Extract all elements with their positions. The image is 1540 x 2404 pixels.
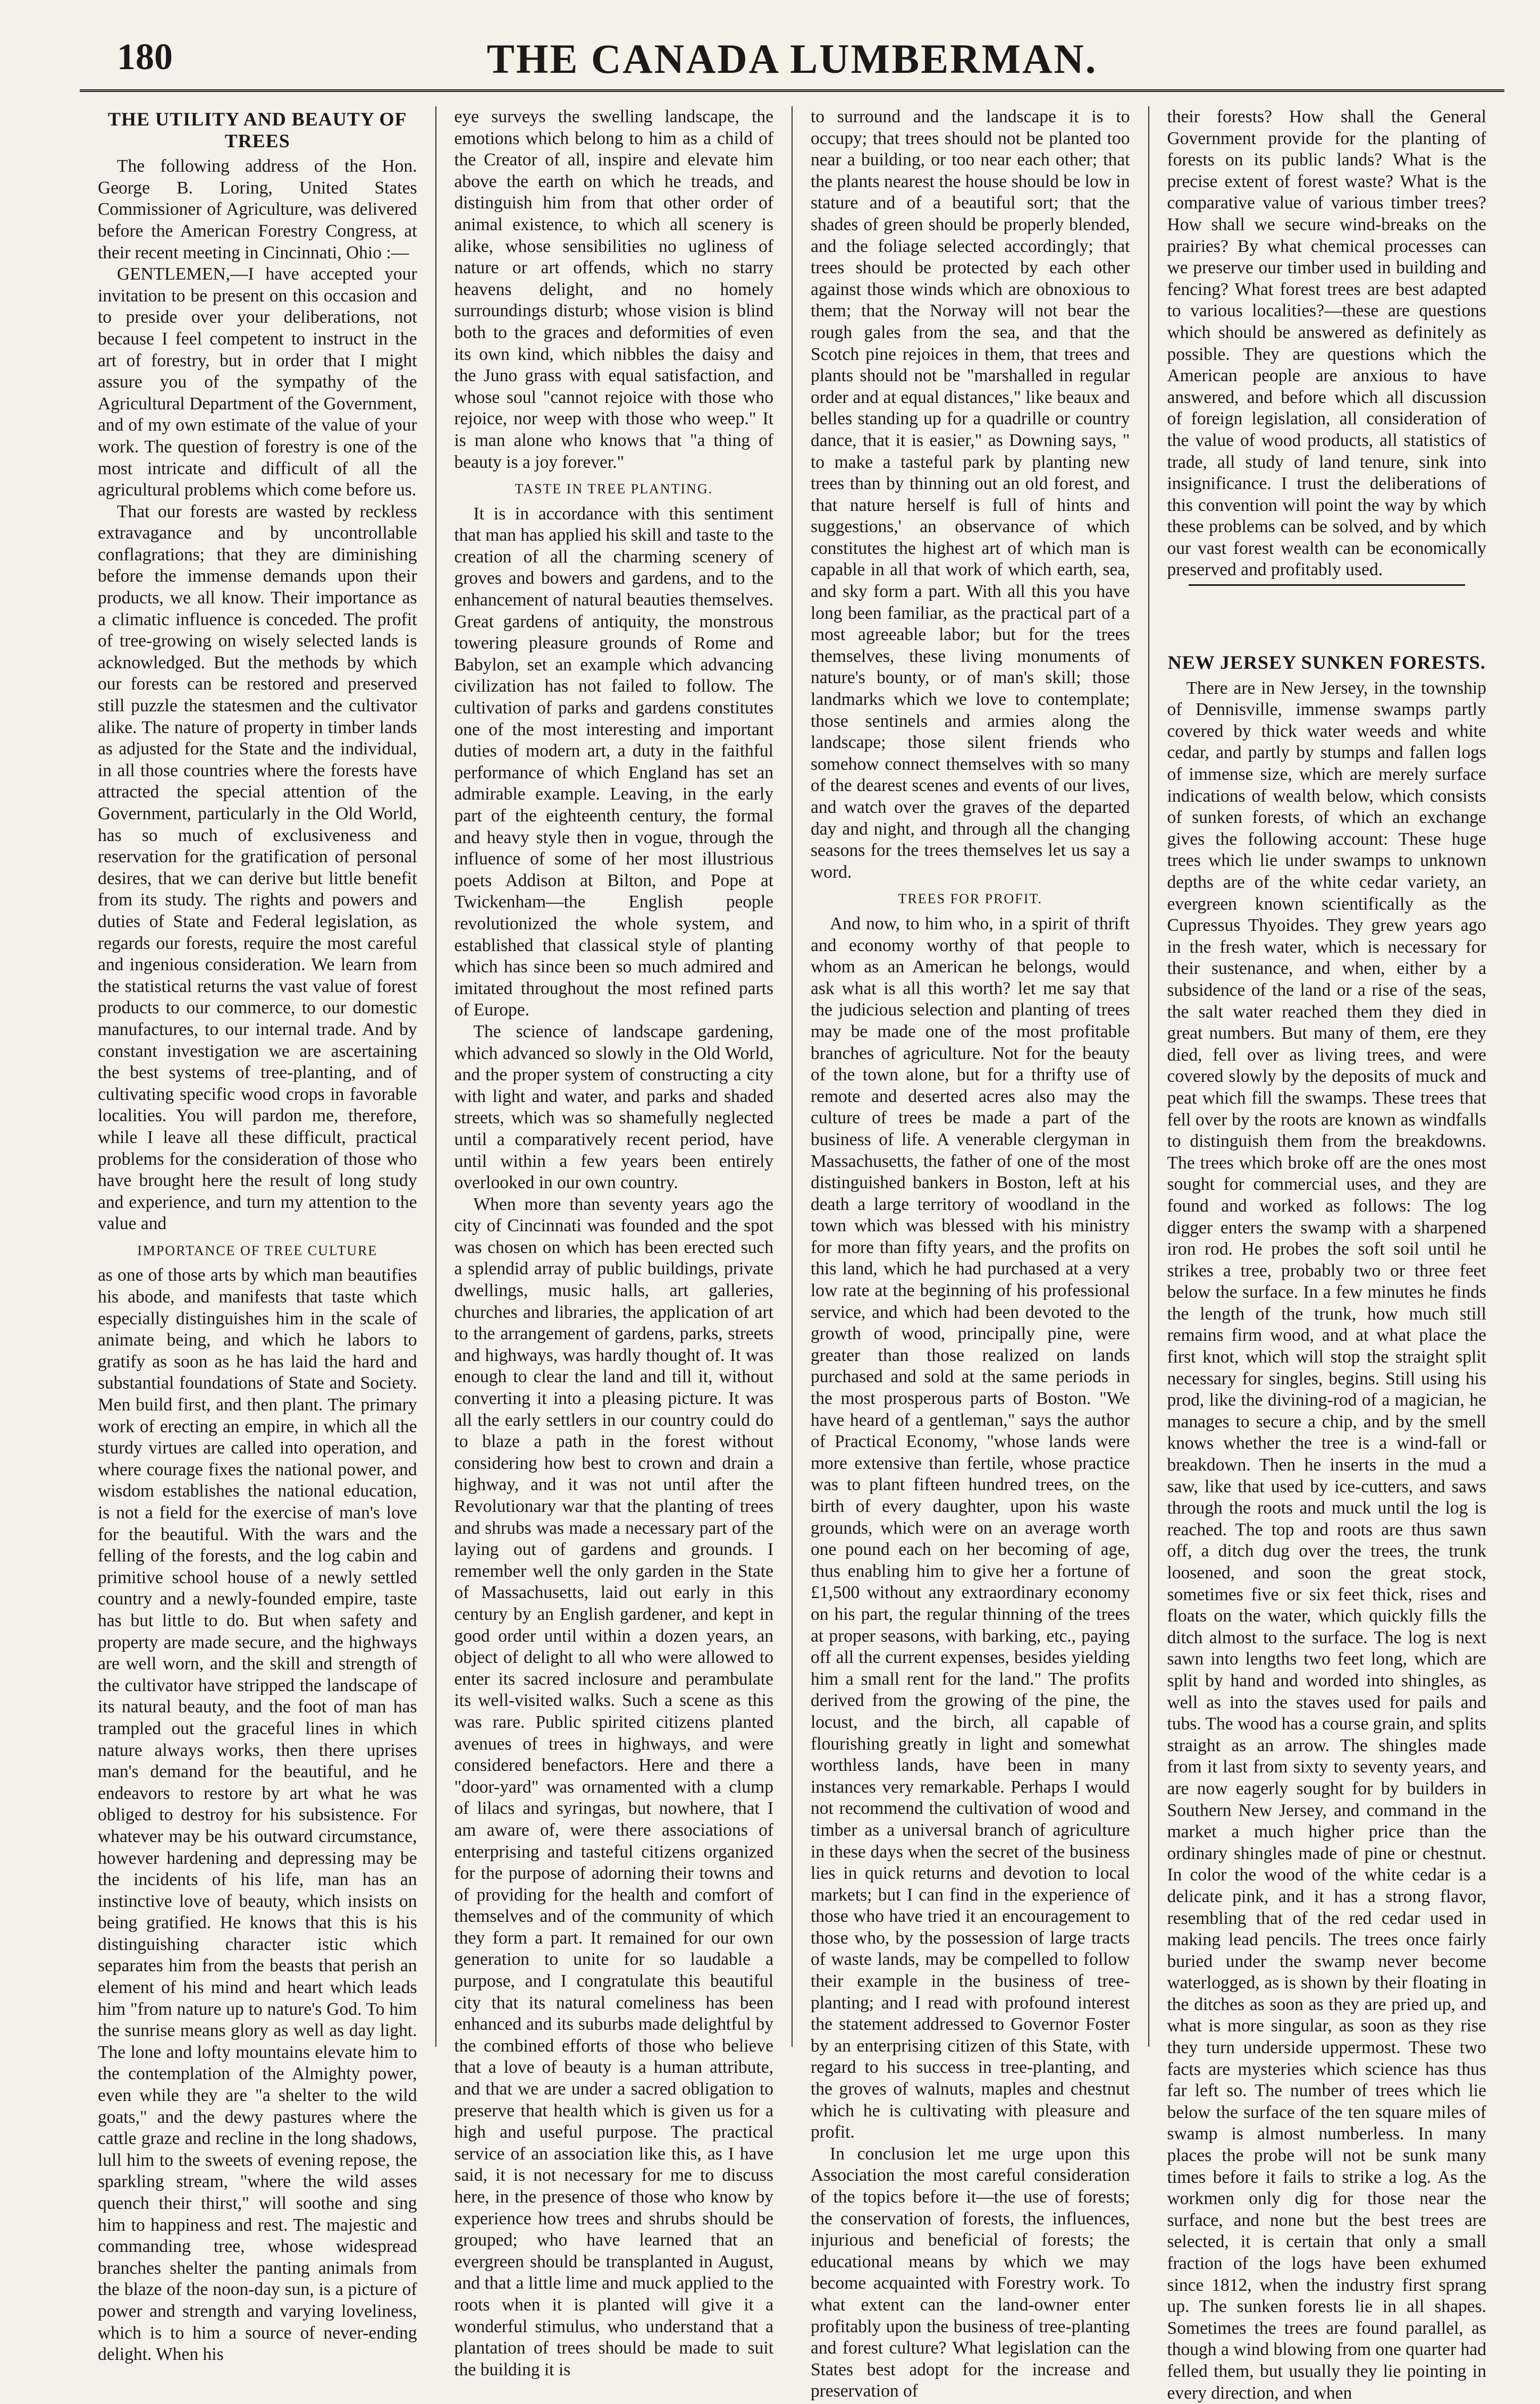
section-heading: TREES FOR PROFIT. xyxy=(898,891,1042,907)
page-number: 180 xyxy=(117,37,173,78)
masthead xyxy=(80,31,1504,92)
section-heading: IMPORTANCE OF TREE CULTURE xyxy=(137,1242,378,1258)
article-paragraph: GENTLEMEN,—I have accepted your invitation to be present on this occasion and to preside over your deliberations, not because I feel competent to instruct in the art of forestry, but in order that I might assure you of the sympathy of the Agricultural Department of the Government, and of my own estimate of the value of your work. The question of forestry is one of the most intricate and difficult of all the agricultural problems which come before us. xyxy=(98,264,417,500)
article-paragraph: eye surveys the swelling landscape, the emotions which belong to him as a child of the Creator of all, inspire and elevate him above the earth on which he treads, and distinguish him from that other order of animal existence, to which all scenery is alike, whose sensibilities no ugliness of nature or art offends, which no starry heavens delight, and no homely surroundings disturb; whose vision is blind both to the graces and deformities of even its own kind, which nibbles the daisy and the Juno grass with equal satisfaction, and whose soul "cannot rejoice with those who rejoice, nor weep with those who weep." It is man alone who knows that "a thing of beauty is a joy forever." xyxy=(454,107,773,472)
article-paragraph: In conclusion let me urge upon this Association the most careful consideration of the topics before it—the use of forests; the conservation of forests, the influences, injurious and beneficial of forests; the educational means by which we may become acquainted with Forestry work. To what extent can the land-owner enter profitably upon the business of tree-planting and forest culture? What legislation can the States best adopt for the increase and preservation of xyxy=(811,2144,1130,2401)
article-title: THE UTILITY AND BEAUTY OF TREES xyxy=(108,108,407,152)
column-3 xyxy=(793,106,1149,2401)
article-intro: The following address of the Hon. George B. Loring, United States Commissioner of Agriculture, was delivered before the American Forestry Congress, at their recent meeting in Cincinnati, Ohio :— xyxy=(98,156,417,263)
column-1 xyxy=(80,106,436,2365)
article-paragraph: When more than seventy years ago the city of Cincinnati was founded and the spot was chosen on which has been erected such a splendid array of public buildings, private dwellings, music halls, art galleries, churches and libraries, the application of art to the arrangement of gardens, parks, streets and highways, was hardly thought of. It was enough to clear the land and till it, without converting it into a pleasing picture. It was all the early settlers in our country could do to blaze a path in the forest without considering how best to crown and drain a highway, and it was not until after the Revolutionary war that the planting of trees and shrubs was made a necessary part of the laying out of gardens and grounds. I remember well the only garden in the State of Massachusetts, laid out early in this century by an English gardener, and kept in good order until within a dozen years, an object of delight to all who were allowed to enter its sacred inclosure and perambulate its well-visited walks. Such a scene as this was rare. Public spirited citizens planted avenues of trees in highways, and were considered benefactors. Here and there a "door-yard" was ornamented with a clump of lilacs and syringas, but nowhere, that I am aware of, were there associations of enterprising and tasteful citizens organized for the purpose of adorning their towns and of providing for the health and comfort of themselves and of the community of which they form a part. It remained for our own generation to unite for so laudable a purpose, and I congratulate this beautiful city that its natural comeliness has been enhanced and its suburbs made delightful by the combined efforts of those who believe that a love of beauty is a human attribute, and that we are under a sacred obligation to preserve that health which is given us for a high and useful purpose. The practical service of an association like this, as I have said, it is not necessary for me to discuss here, in the presence of those who know by experience how trees and shrubs should be grouped; who have learned that an evergreen should be transplanted in August, and that a little lime and muck applied to the roots when it is planted will give it a wonderful stimulus, who understand that a plantation of trees should be made to suit the building it is xyxy=(454,1194,773,2380)
article-title: NEW JERSEY SUNKEN FORESTS. xyxy=(1167,652,1486,674)
section-heading: TASTE IN TREE PLANTING. xyxy=(515,481,713,497)
column-4 xyxy=(1149,106,1505,2403)
article-paragraph: to surround and the landscape it is to occupy; that trees should not be planted too near a building, or too near each other; that the plants nearest the house should be low in stature and of a beautiful sort; that the shades of green should be properly blended, and the foliage selected accordingly; that trees should be protected by each other against those winds which are obnoxious to them; that the Norway will not bear the rough gales from the sea, and that the Scotch pine rejoices in them, that trees and plants should not be "marshalled in regular order and at equal distances," like beaux and belles standing up for a quadrille or country dance, that it is easier," as Downing says, " to make a tasteful park by planting new trees than by thinning out an old forest, and that nature herself is full of hints and suggestions,' an observance of which constitutes the highest art of which man is capable in all that work of which earth, sea, and sky form a part. With all this you have long been familiar, as the practical part of a most agreeable labor; but for the trees themselves, these living monuments of nature's bounty, or of man's skill; those landmarks which we love to contemplate; those sentinels and armies along the landscape; those silent friends who somehow connect themselves with so many of the dearest scenes and events of our lives, and watch over the graves of the departed day and night, and through all the changing seasons for the trees themselves let us say a word. xyxy=(811,107,1130,882)
newspaper-title: THE CANADA LUMBERMAN. xyxy=(486,36,1098,82)
article-paragraph: That our forests are wasted by reckless extravagance and by uncontrollable conflagrations; that they are diminishing before the immense demands upon their products, we all know. Their importance as a climatic influence is conceded. The profit of tree-growing on wisely selected lands is acknowledged. But the methods by which our forests can be restored and preserved still puzzle the statesmen and the cultivator alike. The nature of property in timber lands as adjusted for the State and the individual, in all those countries where the forests have attracted the special attention of the Government, particularly in the Old World, has so much of exclusiveness and reservation for the gratification of personal desires, that we can derive but little benefit from its study. The rights and powers and duties of State and Federal legislation, as regards our forests, require the most careful and ingenious consideration. We learn from the statistical returns the vast value of forest products to our commerce, to our domestic manufactures, to our internal trade. And by constant investigation we are ascertaining the best systems of tree-planting, and of cultivating specific wood crops in favorable localities. You will pardon me, therefore, while I leave all these difficult, practical problems for the consideration of those who have brought here the result of long study and experience, and turn my attention to the value and xyxy=(98,501,417,1234)
article-paragraph: their forests? How shall the General Government provide for the planting of forests on its public lands? What is the precise extent of forest waste? What is the comparative value of various timber trees? How shall we secure wind-breaks on the prairies? By what chemical processes can we preserve our timber used in building and fencing? What forest trees are best adapted to various localities?—these are questions which should be answered as definitely as possible. They are questions which the American people are anxious to have answered, and before which all discussion of foreign legislation, all consideration of the value of wood products, all statistics of trade, all study of land tenure, sink into insignificance. I trust the deliberations of this convention will point the way by which these problems can be solved, and by which our vast forest wealth can be economically preserved and profitably used. xyxy=(1167,107,1486,580)
article-paragraph: There are in New Jersey, in the township of Dennisville, immense swamps partly covered by thick water weeds and white cedar, and partly by stumps and fallen logs of immense size, which are merely surface indications of wealth below, which consists of sunken forests, of which an exchange gives the following account: These huge trees which lie under swamps to unknown depths are of the white cedar variety, an evergreen known scientifically as the Cupressus Thyoides. They grew years ago in the fresh water, which is necessary for their sustenance, and when, either by a subsidence of the land or a rise of the seas, the salt water reached them they died in great numbers. But many of them, ere they died, fell over as living trees, and were covered slowly by the deposits of muck and peat which fill the swamps. These trees that fell over by the roots are known as windfalls to distinguish them from the breakdowns. The trees which broke off are the ones most sought for commercial uses, and they are found and worked as follows: The log digger enters the swamp with a sharpened iron rod. He probes the soft soil until he strikes a tree, probably two or three feet below the surface. In a few minutes he finds the length of the trunk, how much still remains firm wood, and at what place the first knot, which will stop the straight split necessary for singles, begins. Still using his prod, like the divining-rod of a magician, he manages to secure a chip, and by the smell knows whether the tree is a wind-fall or breakdown. Then he inserts in the mud a saw, like that used by ice-cutters, and saws through the roots and muck until the log is reached. The top and roots are thus sawn off, a ditch dug over the trees, the trunk loosened, and soon the great stock, sometimes five or six feet thick, rises and floats on the water, which quickly fills the ditch almost to the surface. The log is next sawn into lengths two feet long, which are split by hand and worded into shingles, as well as into the staves used for pails and tubs. The wood has a course grain, and splits straight as an arrow. The shingles made from it last from sixty to seventy years, and are now eagerly sought for by builders in Southern New Jersey, and command in the market a much higher price than the ordinary shingles made of pine or chestnut. In color the wood of the white cedar is a delicate pink, and it has a strong flavor, resembling that of the red cedar used in making lead pencils. The trees once fairly buried under the swamp never become waterlogged, as is shown by their floating in the ditches as soon as they are pried up, and what is more singular, as soon as they rise they turn underside uppermost. These two facts are mysteries which science has thus far left so. The number of trees which lie below the surface of the ten square miles of swamp is almost numberless. In many places the probe will not be sunk many times before it fails to strike a log. As the workmen only dig for those near the surface, and none but the best trees are selected, it is certain that only a small fraction of the logs have been exhumed since 1812, when the industry first sprang up. The sunken forests lie in all shapes. Sometimes the trees are found parallel, as though a wind blowing from one quarter had felled them, but usually they lie pointing in every direction, and when xyxy=(1167,678,1486,2403)
article-paragraph: as one of those arts by which man beautifies his abode, and manifests that taste which especially distinguishes him in the scale of animate being, and which he labors to gratify as soon as he has laid the hard and substantial foundations of State and Society. Men build first, and then plant. The primary work of erecting an empire, in which all the sturdy virtues are called into operation, and where courage fixes the national power, and wisdom establishes the national education, is not a field for the exercise of man's love for the beautiful. With the wars and the felling of the forests, and the log cabin and primitive school house of a newly settled country and a newly-founded empire, taste has but little to do. But when safety and property are made secure, and the highways are well worn, and the skill and strength of the cultivator have stripped the landscape of its natural beauty, and the foot of man has trampled out the graceful lines in which nature always works, then there uprises man's demand for the beautiful, and he endeavors to restore by art what he was obliged to destroy for his subsistence. For whatever may be his outward circumstance, however hardening and depressing may be the incidents of his life, man has an instinctive love of beauty, which insists on being gratified. He knows that this is his distinguishing character istic which separates him from the beasts that perish an element of his mind and heart which leads him "from nature up to nature's God. To him the sunrise means glory as well as day light. The lone and lofty mountains elevate him to the contemplation of the Almighty power, even while they are "a shelter to the wild goats," and the dewy pastures where the cattle graze and recline in the long shadows, lull him to the sweets of evening repose, the sparkling stream, "where the wild asses quench their thirst," will soothe and sing him to happiness and rest. The majestic and commanding tree, whose widespread branches shelter the panting animals from the blaze of the noon-day sun, is a picture of power and strength and varying loveliness, which is to him a source of never-ending delight. When his xyxy=(98,1265,417,2365)
article-paragraph: And now, to him who, in a spirit of thrift and economy worthy of that people to whom as an American he belongs, would ask what is all this worth? let me say that the judicious selection and planting of trees may be made one of the most profitable branches of agriculture. Not for the beauty of the town alone, but for a thrifty use of remote and deserted acres also may the culture of trees be made a part of the business of life. A venerable clergyman in Massachusetts, the father of one of the most distinguished bankers in Boston, left at his death a large territory of woodland in the town which was blessed with his ministry for more than fifty years, and the profits on this land, which he had purchased at a very low rate at the beginning of his professional service, and which had been devoted to the growth of wood, principally pine, were greater than those realized on lands purchased and sold at the same periods in the most prosperous parts of Boston. "We have heard of a gentleman," says the author of Practical Economy, "whose lands were more extensive than fertile, whose practice was to plant fifteen hundred trees, on the birth of every daughter, upon his waste grounds, which were on an average worth one pound each on her becoming of age, thus enabling him to give her a fortune of £1,500 without any extraordinary economy on his part, the regular thinning of the trees at proper seasons, with barking, etc., paying off all the current expenses, besides yielding him a small rent for the land." The profits derived from the growing of the pine, the locust, and the birch, all capable of flourishing greatly in light and somewhat worthless lands, have been in many instances very remarkable. Perhaps I would not recommend the cultivation of wood and timber as a universal branch of agriculture in these days when the secret of the business lies in quick returns and devotion to local markets; but I can find in the experience of those who have tried it an encouragement to those who, by the possession of large tracts of waste lands, may be compelled to follow their example in the business of tree-planting; and I read with profound interest the statement addressed to Governor Foster by an enterprising citizen of this State, with regard to his success in tree-planting, and the groves of walnuts, maples and chestnut which he is cultivating with pleasure and profit. xyxy=(811,913,1130,2142)
column-2 xyxy=(436,106,793,2380)
article-paragraph: It is in accordance with this sentiment that man has applied his skill and taste to the creation of all the charming scenery of groves and bowers and gardens, and to the enhancement of natural beauties themselves. Great gardens of antiquity, the monstrous towering pleasure grounds of Rome and Babylon, set an example which advancing civilization has not failed to follow. The cultivation of parks and gardens constitutes one of the most interesting and important duties of modern art, a duty in the faithful performance of which England has set an admirable example. Leaving, in the early part of the eighteenth century, the formal and heavy style then in vogue, through the influence of some of her most illustrious poets Addison at Bilton, and Pope at Twickenham—the English people revolutionized the whole system, and established that classical style of planting which has since been so much admired and imitated throughout the most refined parts of Europe. xyxy=(454,503,773,1020)
article-columns xyxy=(80,106,1504,2403)
article-paragraph: The science of landscape gardening, which advanced so slowly in the Old World, and the proper system of constructing a city with light and water, and parks and shaded streets, which was so shamefully neglected until a comparatively recent period, have until within a few years been entirely overlooked in our own country. xyxy=(454,1021,773,1193)
